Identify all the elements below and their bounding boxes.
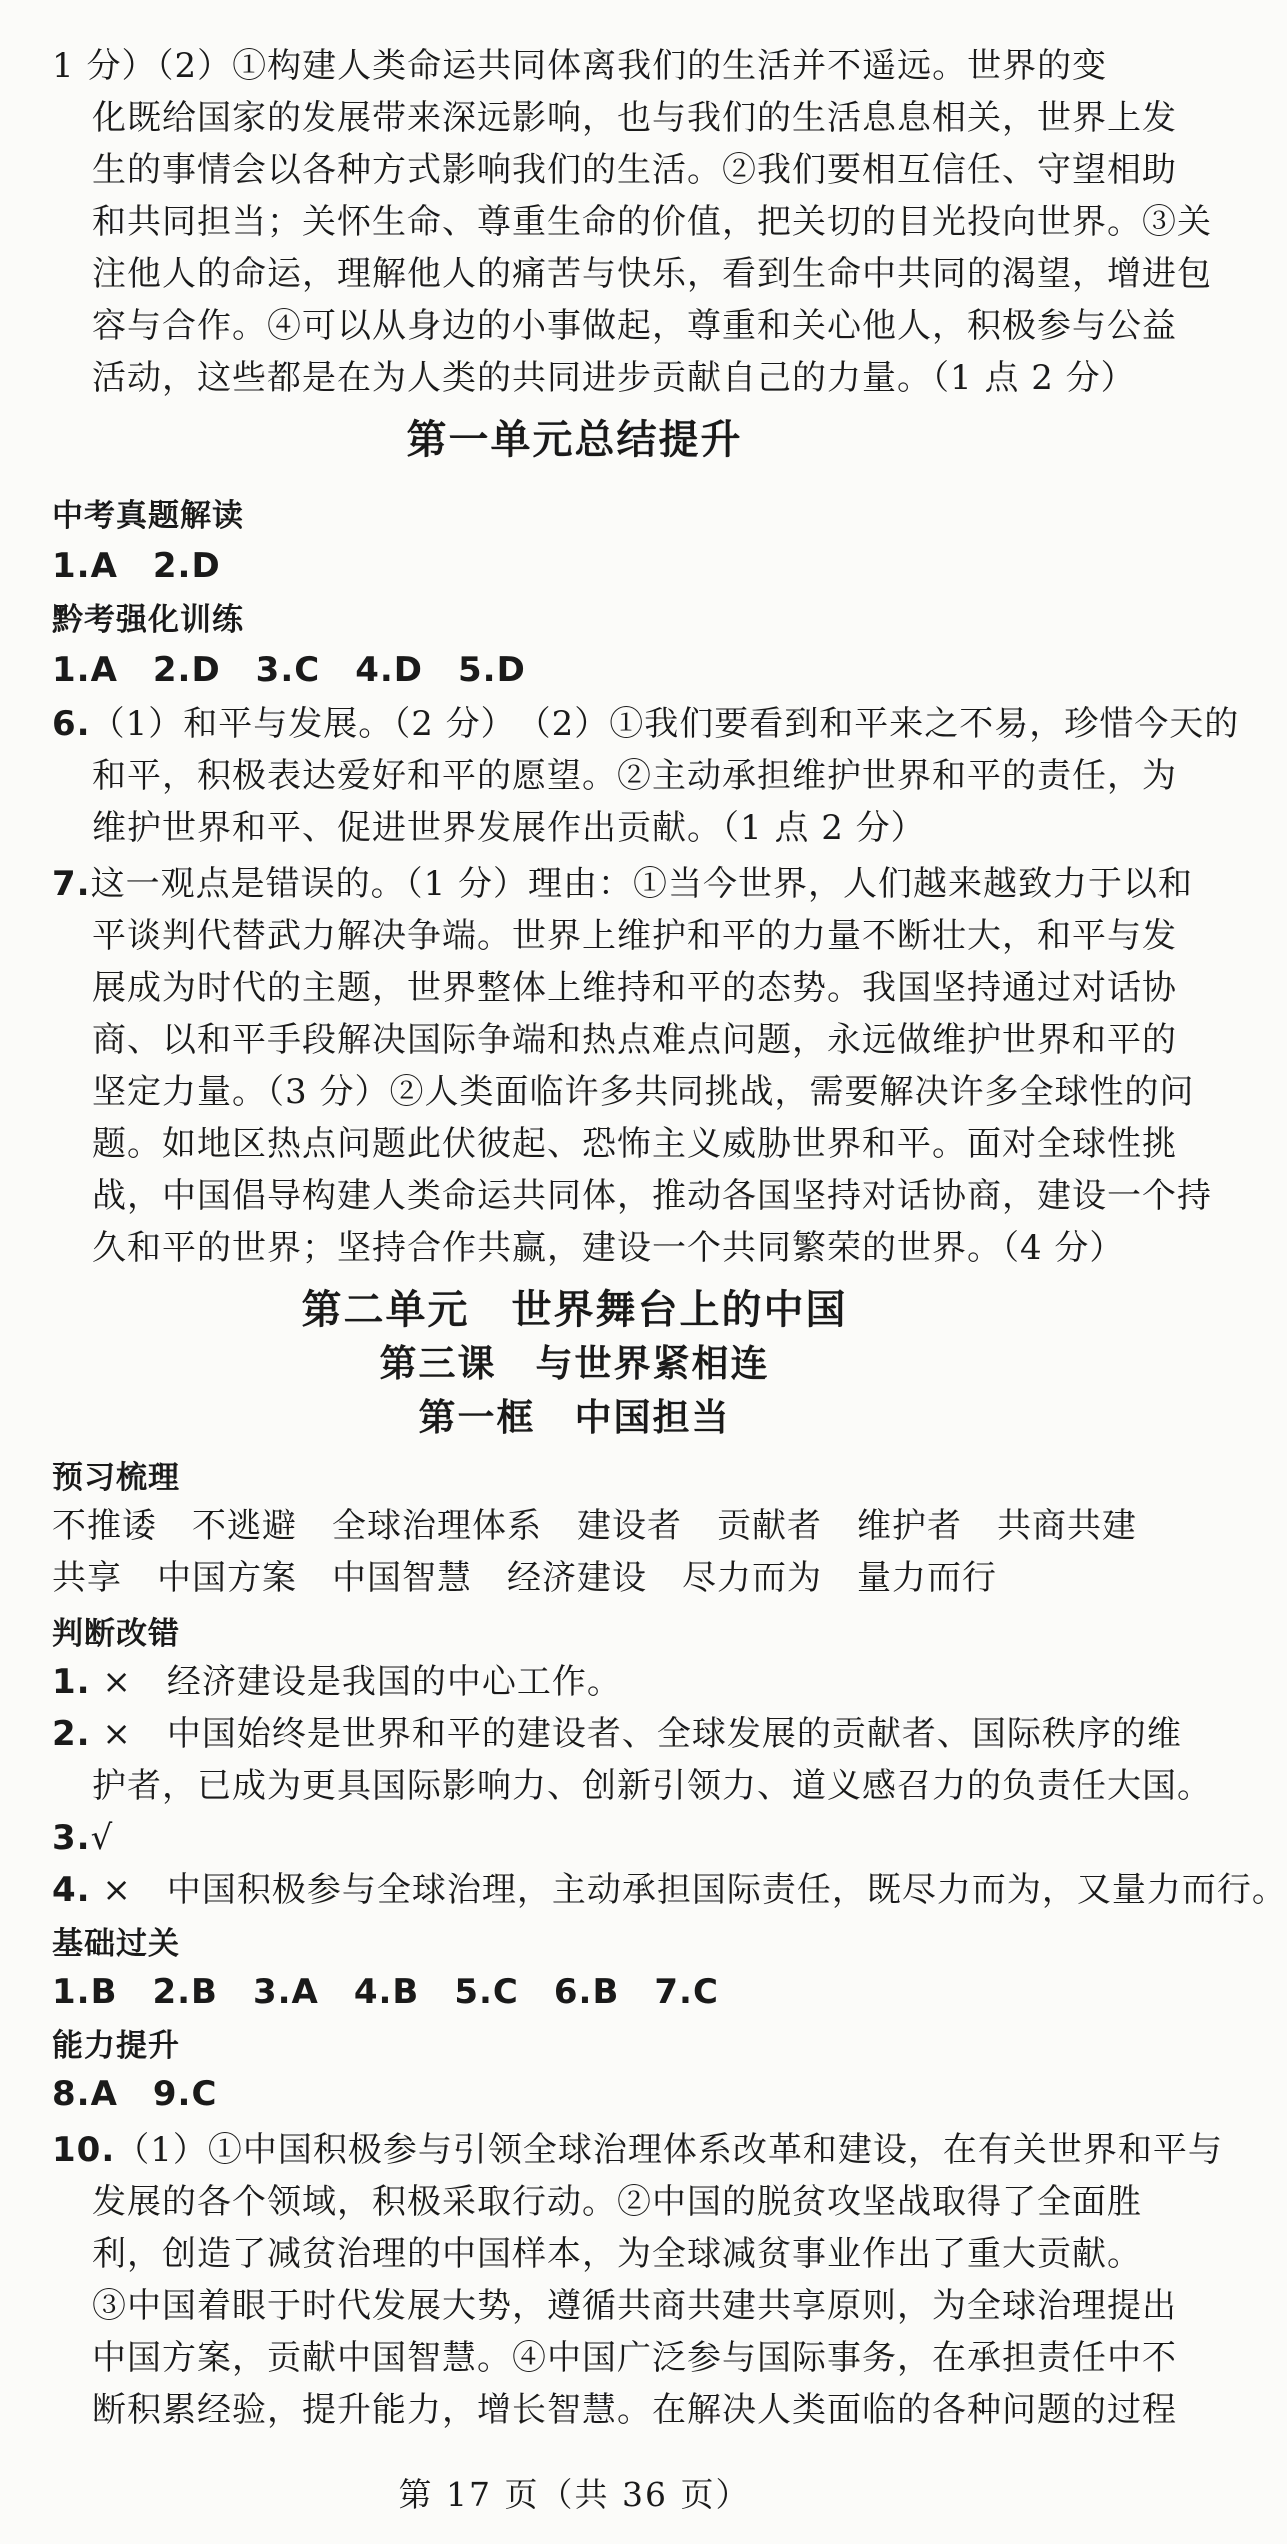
judge-text-2: × 中国始终是世界和平的建设者、全球发展的贡献者、国际秩序的维	[102, 1714, 1182, 1754]
lesson3-title: 第三课 与世界紧相连	[379, 1342, 770, 1385]
zhongkao-heading: 中考真题解读	[52, 498, 244, 534]
q7-text-1: 这一观点是错误的。（1 分）理由：①当今世界，人们越来越致力于以和	[90, 864, 1194, 904]
q7-line-2: 平谈判代替武力解决争端。世界上维护和平的力量不断壮大，和平与发	[92, 916, 1177, 956]
intro-line-2: 化既给国家的发展带来深远影响，也与我们的生活息息相关，世界上发	[92, 98, 1177, 138]
zhongkao-answers: 1.A 2.D	[52, 546, 221, 586]
page-footer: 第 17 页（共 36 页）	[398, 2475, 751, 2514]
q7-line-7: 战，中国倡导构建人类命运共同体，推动各国坚持对话协商，建设一个持	[92, 1176, 1212, 1216]
q10-number: 10.	[52, 2130, 116, 2170]
judge-number-4: 4.	[52, 1870, 91, 1910]
judge-number-3: 3.	[52, 1818, 91, 1858]
judge-item-2-cont: 护者，已成为更具国际影响力、创新引领力、道义感召力的负责任大国。	[92, 1766, 1212, 1806]
q10-line-4: ③中国着眼于时代发展大势，遵循共商共建共享原则，为全球治理提出	[92, 2286, 1177, 2326]
unit1-summary-title: 第一单元总结提升	[406, 417, 743, 463]
q10-line-5: 中国方案，贡献中国智慧。④中国广泛参与国际事务，在承担责任中不	[92, 2338, 1177, 2378]
intro-line-1: 1 分）（2）①构建人类命运共同体离我们的生活并不遥远。世界的变	[52, 46, 1108, 86]
q7-line-6: 题。如地区热点问题此伏彼起、恐怖主义威胁世界和平。面对全球性挑	[92, 1124, 1177, 1164]
preview-line-2: 共享 中国方案 中国智慧 经济建设 尽力而为 量力而行	[52, 1558, 997, 1598]
preview-heading: 预习梳理	[52, 1460, 180, 1496]
q6-line-2: 和平，积极表达爱好和平的愿望。②主动承担维护世界和平的责任，为	[92, 756, 1177, 796]
q7-number: 7.	[52, 864, 91, 904]
intro-line-3: 生的事情会以各种方式影响我们的生活。②我们要相互信任、守望相助	[92, 150, 1177, 190]
q7-line-4: 商、以和平手段解决国际争端和热点难点问题，永远做维护世界和平的	[92, 1020, 1177, 1060]
judge-item-4	[52, 1864, 1287, 1916]
judge-number-2: 2.	[52, 1714, 91, 1754]
q7-line-3: 展成为时代的主题，世界整体上维持和平的态势。我国坚持通过对话协	[92, 968, 1177, 1008]
ability-answers: 8.A 9.C	[52, 2074, 218, 2114]
judge-number-1: 1.	[52, 1662, 91, 1702]
judge-text-3: √	[90, 1818, 114, 1858]
judge-item-2	[52, 1708, 1182, 1760]
q6-number: 6.	[52, 704, 91, 744]
intro-line-4: 和共同担当；关怀生命、尊重生命的价值，把关切的目光投向世界。③关	[92, 202, 1212, 242]
basic-heading: 基础过关	[52, 1926, 180, 1962]
q6-text-1: （1）和平与发展。（2 分） （2）①我们要看到和平来之不易，珍惜今天的	[90, 704, 1240, 744]
judge-heading: 判断改错	[52, 1616, 180, 1652]
q10-line-3: 利，创造了减贫治理的中国样本，为全球减贫事业作出了重大贡献。	[92, 2234, 1142, 2274]
judge-text-1: × 经济建设是我国的中心工作。	[102, 1662, 622, 1702]
intro-line-5: 注他人的命运，理解他人的痛苦与快乐，看到生命中共同的渴望，增进包	[92, 254, 1212, 294]
frame1-title: 第一框 中国担当	[418, 1396, 731, 1439]
ability-heading: 能力提升	[52, 2028, 180, 2064]
judge-item-1	[52, 1656, 1109, 1708]
q10-line-2: 发展的各个领域，积极采取行动。②中国的脱贫攻坚战取得了全面胜	[92, 2182, 1142, 2222]
qiankao-answers: 1.A 2.D 3.C 4.D 5.D	[52, 650, 526, 690]
q10-line-1	[52, 2124, 1223, 2176]
unit2-title: 第二单元 世界舞台上的中国	[301, 1287, 848, 1333]
qiankao-heading: 黔考强化训练	[52, 602, 244, 638]
judge-text-4: × 中国积极参与全球治理，主动承担国际责任，既尽力而为，又量力而行。	[102, 1870, 1287, 1910]
q7-line-1	[52, 858, 1194, 910]
q6-line-3: 维护世界和平、促进世界发展作出贡献。（1 点 2 分）	[92, 808, 926, 848]
preview-line-1: 不推诿 不逃避 全球治理体系 建设者 贡献者 维护者 共商共建	[52, 1506, 1137, 1546]
q10-text-1: （1）①中国积极参与引领全球治理体系改革和建设，在有关世界和平与	[115, 2130, 1223, 2170]
intro-line-6: 容与合作。④可以从身边的小事做起，尊重和关心他人，积极参与公益	[92, 306, 1177, 346]
judge-item-3	[52, 1812, 1109, 1864]
q6-line-1	[52, 698, 1240, 750]
q10-line-6: 断积累经验，提升能力，增长智慧。在解决人类面临的各种问题的过程	[92, 2390, 1177, 2430]
intro-line-7: 活动，这些都是在为人类的共同进步贡献自己的力量。（1 点 2 分）	[92, 358, 1136, 398]
q7-line-5: 坚定力量。（3 分）②人类面临许多共同挑战，需要解决许多全球性的问	[92, 1072, 1195, 1112]
basic-answers: 1.B 2.B 3.A 4.B 5.C 6.B 7.C	[52, 1972, 719, 2012]
q7-line-8: 久和平的世界；坚持合作共赢，建设一个共同繁荣的世界。（4 分）	[92, 1228, 1125, 1268]
